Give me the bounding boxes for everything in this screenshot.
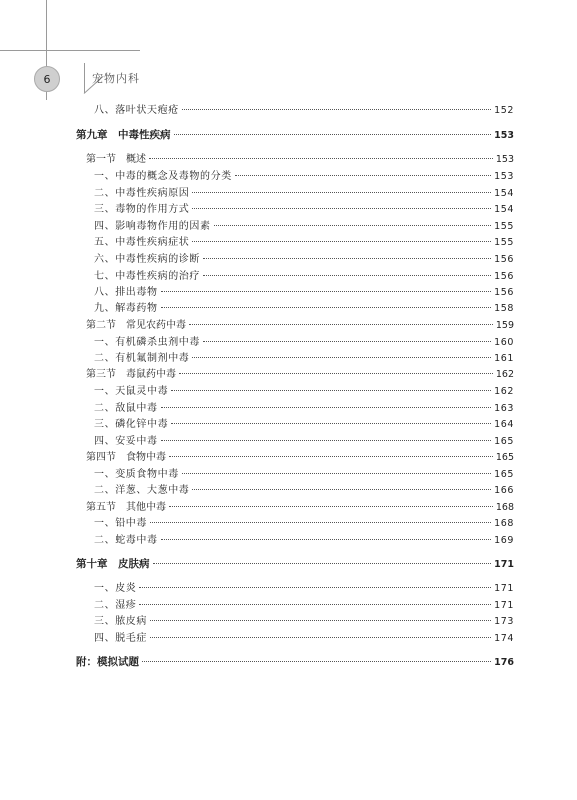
toc-entry-title: 六、中毒性疾病的诊断 [94, 254, 200, 265]
toc-entry-title: 二、洋葱、大葱中毒 [94, 485, 190, 496]
toc-entry [94, 187, 514, 201]
toc-chapter [76, 557, 514, 571]
toc-entry [94, 582, 514, 596]
toc-entry [94, 352, 514, 366]
toc-page-number: 176 [494, 657, 514, 668]
toc-entry-title: 三、毒物的作用方式 [94, 204, 190, 215]
dot-leader [169, 456, 493, 457]
toc-entry [94, 385, 514, 399]
toc-entry-title: 第四节 食物中毒 [86, 452, 166, 463]
toc-page-number: 165 [494, 469, 514, 480]
dot-leader [142, 661, 491, 662]
toc-entry-title: 二、湿疹 [94, 600, 137, 611]
toc-entry [94, 336, 514, 350]
header-ruler-icon [84, 63, 85, 93]
dot-leader [161, 307, 491, 308]
toc-section [86, 368, 514, 382]
toc-section [86, 153, 514, 167]
toc-page-number: 156 [494, 271, 514, 282]
dot-leader [161, 440, 491, 441]
toc-entry-title: 二、蛇毒中毒 [94, 535, 158, 546]
dot-leader [171, 423, 491, 424]
toc-entry [94, 435, 514, 449]
toc-entry-title: 二、敌鼠中毒 [94, 403, 158, 414]
toc-entry-title: 二、中毒性疾病原因 [94, 188, 190, 199]
dot-leader [174, 134, 492, 135]
dot-leader [189, 324, 493, 325]
toc-page-number: 166 [494, 485, 514, 496]
toc-chapter [76, 128, 514, 142]
dot-leader [192, 192, 491, 193]
toc-entry-title: 第十章 皮肤病 [76, 558, 150, 570]
dot-leader [161, 291, 491, 292]
dot-leader [150, 620, 491, 621]
dot-leader [161, 539, 491, 540]
toc-entry-title: 附：模拟试题 [76, 656, 139, 668]
toc-appendix [76, 655, 514, 669]
toc-entry [94, 599, 514, 613]
toc-entry [94, 302, 514, 316]
toc-entry [94, 220, 514, 234]
toc-entry-title: 八、排出毒物 [94, 287, 158, 298]
toc-entry-title: 一、变质食物中毒 [94, 469, 179, 480]
toc-entry-title: 四、脱毛症 [94, 633, 147, 644]
toc-page-number: 158 [494, 303, 514, 314]
toc-section [86, 319, 514, 333]
toc-entry-title: 三、脓皮病 [94, 616, 147, 627]
toc-page-number: 155 [494, 221, 514, 232]
toc-page-number: 168 [495, 502, 514, 513]
toc-page-number: 164 [494, 419, 514, 430]
dot-leader [192, 208, 491, 209]
dot-leader [179, 373, 493, 374]
dot-leader [149, 158, 493, 159]
running-header-title: 宠物内科 [92, 72, 140, 85]
toc-entry-title: 五、中毒性疾病症状 [94, 237, 190, 248]
toc-entry-title: 第一节 概述 [86, 154, 146, 165]
toc-page-number: 160 [494, 337, 514, 348]
toc-page-number: 152 [494, 105, 514, 116]
toc-entry [94, 418, 514, 432]
toc-page-number: 171 [494, 583, 514, 594]
toc-entry-title: 一、天鼠灵中毒 [94, 386, 169, 397]
toc-section [86, 451, 514, 465]
toc-page-number: 165 [494, 436, 514, 447]
dot-leader [182, 109, 491, 110]
dot-leader [139, 587, 491, 588]
toc-page-number: 154 [494, 204, 514, 215]
dot-leader [192, 357, 491, 358]
toc-entry-title: 四、安妥中毒 [94, 436, 158, 447]
toc-entry [94, 517, 514, 531]
toc-page-number: 162 [495, 369, 514, 380]
toc-page-number: 163 [494, 403, 514, 414]
toc-page-number: 161 [494, 353, 514, 364]
toc-page-number: 168 [494, 518, 514, 529]
toc-entry-title: 第三节 毒鼠药中毒 [86, 369, 176, 380]
dot-leader [161, 407, 491, 408]
toc-page-number: 154 [494, 188, 514, 199]
toc-section [86, 501, 514, 515]
toc-entry [94, 203, 514, 217]
dot-leader [203, 275, 491, 276]
toc-entry [94, 632, 514, 646]
toc-entry [94, 236, 514, 250]
toc-entry [94, 170, 514, 184]
dot-leader [153, 563, 492, 564]
toc-entry [94, 534, 514, 548]
toc-entry [94, 402, 514, 416]
toc-page-number: 156 [494, 254, 514, 265]
toc-page-number: 159 [495, 320, 514, 331]
page-number: 6 [43, 72, 51, 86]
toc-entry-title: 一、中毒的概念及毒物的分类 [94, 171, 232, 182]
toc-entry-title: 三、磷化锌中毒 [94, 419, 169, 430]
toc-entry [94, 104, 514, 118]
toc-page-number: 173 [494, 616, 514, 627]
toc-entry-title: 第九章 中毒性疾病 [76, 129, 171, 141]
toc-entry-title: 二、有机氟制剂中毒 [94, 353, 190, 364]
toc-entry-title: 八、落叶状天疱疮 [94, 105, 179, 116]
toc-page-number: 153 [494, 171, 514, 182]
toc-entry-title: 九、解毒药物 [94, 303, 158, 314]
dot-leader [214, 225, 491, 226]
toc-page-number: 162 [494, 386, 514, 397]
toc-entry-title: 四、影响毒物作用的因素 [94, 221, 211, 232]
toc-entry-title: 七、中毒性疾病的治疗 [94, 271, 200, 282]
toc-page-number: 169 [494, 535, 514, 546]
toc-page-number: 174 [494, 633, 514, 644]
dot-leader [203, 258, 491, 259]
toc-page-number: 156 [494, 287, 514, 298]
header-horizontal-rule [0, 50, 140, 51]
toc-entry-title: 一、铅中毒 [94, 518, 147, 529]
toc-entry [94, 270, 514, 284]
dot-leader [139, 604, 491, 605]
dot-leader [203, 341, 491, 342]
toc-entry-title: 第五节 其他中毒 [86, 502, 166, 513]
dot-leader [171, 390, 491, 391]
dot-leader [192, 241, 491, 242]
toc-page-number: 155 [494, 237, 514, 248]
toc-page-number: 153 [495, 154, 514, 165]
dot-leader [169, 506, 493, 507]
toc-page-number: 171 [494, 559, 514, 570]
dot-leader [192, 489, 491, 490]
toc-entry [94, 286, 514, 300]
toc-page-number: 165 [495, 452, 514, 463]
toc-entry-title: 第二节 常见农药中毒 [86, 320, 186, 331]
dot-leader [235, 175, 491, 176]
page-number-badge [34, 66, 60, 92]
toc-page-number: 153 [494, 130, 514, 141]
dot-leader [150, 637, 491, 638]
dot-leader [150, 522, 491, 523]
toc-entry [94, 615, 514, 629]
toc-entry [94, 484, 514, 498]
dot-leader [182, 473, 491, 474]
toc-entry [94, 253, 514, 267]
toc-entry [94, 468, 514, 482]
toc-entry-title: 一、皮炎 [94, 583, 137, 594]
toc-entry-title: 一、有机磷杀虫剂中毒 [94, 337, 200, 348]
toc-page-number: 171 [494, 600, 514, 611]
